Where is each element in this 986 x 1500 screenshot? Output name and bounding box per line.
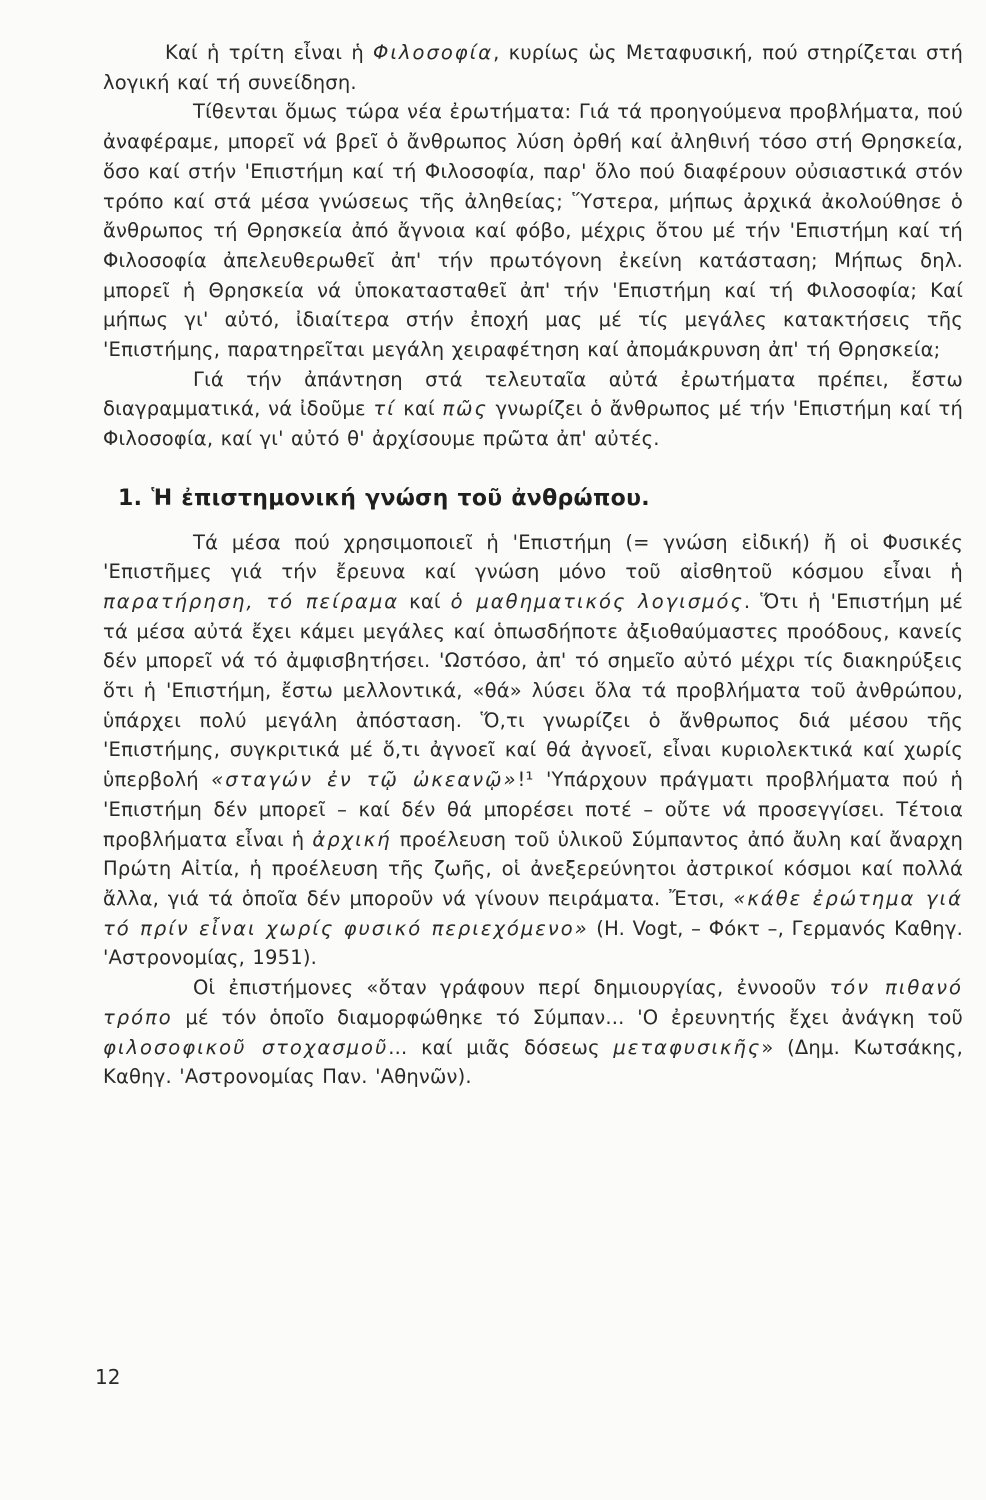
paragraph-3-text-1: Γιά τήν ἀπάντηση στά τελευταῖα αὐτά ἐρωτήματα πρέπει, ἔστω διαγραμματικά, νά ἰδοῦμε bbox=[103, 367, 963, 421]
paragraph-3-emphasis-1: τί bbox=[373, 397, 396, 421]
paragraph-4-emphasis-1: παρατήρηση, τό πείραμα bbox=[103, 589, 400, 613]
paragraph-1-emphasis-1: Φιλοσοφία bbox=[373, 41, 494, 64]
paragraph-5-emphasis-2: φιλοσοφικοῦ στοχασμοῦ bbox=[103, 1035, 389, 1059]
paragraph-4-text-6: (H. Vogt, – Φόκτ –, Γερμανός Καθηγ. 'Αστρονομίας, 1951). bbox=[103, 916, 963, 970]
paragraph-5-emphasis-3: μεταφυσικῆς bbox=[613, 1035, 762, 1059]
paragraph-4-emphasis-3: «σταγών ἐν τῷ ὠκεανῷ» bbox=[211, 768, 518, 792]
paragraph-3-text-3: γνωρίζει ὁ ἄνθρωπος μέ τήν 'Επιστήμη καί τή Φιλοσοφία, καί γι' αὐτό θ' ἀρχίσουμε πρῶτα ἀπ' αὐτές. bbox=[103, 397, 963, 451]
paragraph-4-emphasis-2: ὁ μαθηματικός λογισμός bbox=[450, 589, 744, 613]
page-body bbox=[103, 38, 963, 1092]
paragraph-5-text-4: » (Δημ. Κωτσάκης, Καθηγ. 'Αστρονομίας Παν. 'Αθηνῶν). bbox=[103, 1035, 963, 1089]
page-number: 12 bbox=[95, 1365, 121, 1389]
paragraph-2-text-1: Τίθενται ὅμως τώρα νέα ἐρωτήματα: Γιά τά προηγούμενα προβλήματα, πού ἀναφέραμε, μπορεῖ νά βρεῖ ὁ ἄνθρωπος λύση ὀρθή καί ἀληθινή τόσο στή Θρησκεία, ὅσο καί στήν 'Επιστήμη καί τή Φιλοσοφία, παρ' ὅλο πού διαφέρουν οὐσιαστικά στόν τρόπο καί στά μέσα γνώσεως τῆς ἀληθείας; Ὕστερα, μήπως ἀρχικά ἀκολούθησε ὁ ἄνθρωπος τή Θρησκεία ἀπό ἄγνοια καί φόβο, μέχρις ὅτου μέ τήν 'Επιστήμη καί τή Φιλοσοφία ἀπελευθερωθεῖ ἀπ' τήν πρωτόγονη ἐκείνη κατάσταση; Μήπως δηλ. μπορεῖ ἡ Θρησκεία νά ὑποκατασταθεῖ ἀπ' τήν 'Επιστήμη καί τή Φιλοσοφία; Καί μήπως γι' αὐτό, ἰδιαίτερα στήν ἐποχή μας μέ τίς μεγάλες κατακτήσεις τῆς 'Επιστήμης, παρατηρεῖται μεγάλη χειραφέτηση καί ἀπομάκρυνση ἀπ' τή Θρησκεία; bbox=[103, 100, 963, 362]
paragraph-3 bbox=[103, 365, 963, 454]
paragraph-4-emphasis-5: «κάθε ἐρώτημα γιά τό πρίν εἶναι χωρίς φυσικό περιεχόμενο» bbox=[103, 886, 963, 940]
paragraph-1-text-2: , κυρίως ὡς Μεταφυσική, πού στηρίζεται στή λογική καί τή συνείδηση. bbox=[103, 41, 964, 94]
paragraph-4-text-1: Τά μέσα πού χρησιμοποιεῖ ἡ 'Επιστήμη (= γνώση εἰδική) ἤ οἱ Φυσικές 'Επιστῆμες γιά τήν ἔρευνα καί γνώση μόνο τοῦ αἰσθητοῦ κόσμου εἶναι ἡ bbox=[103, 530, 963, 584]
paragraph-1-text-1: Καί ἡ τρίτη εἶναι ἡ bbox=[165, 41, 374, 64]
paragraph-3-text-2: καί bbox=[395, 397, 443, 421]
paragraph-1 bbox=[103, 38, 963, 97]
paragraph-4-emphasis-4: ἀρχική bbox=[312, 827, 392, 851]
paragraph-3-emphasis-2: πῶς bbox=[442, 397, 488, 421]
paragraph-4 bbox=[103, 528, 963, 974]
section-heading: 1. Ἡ ἐπιστημονική γνώση τοῦ ἀνθρώπου. bbox=[118, 485, 650, 511]
paragraph-4-text-2: καί bbox=[399, 589, 451, 613]
paragraph-5 bbox=[103, 973, 963, 1092]
paragraph-4-text-5: προέλευση τοῦ ὑλικοῦ Σύμπαντος ἀπό ἄυλη καί ἄναρχη Πρώτη Αἰτία, ἡ προέλευση τῆς ζωῆς, οἱ ἀνεξερεύνητοι ἀστρικοί κόσμοι καί πολλά ἄλλα, γιά τά ὁποῖα δέν μποροῦν νά γίνουν πειράματα. Ἔτσι, bbox=[103, 827, 963, 910]
paragraph-5-text-3: ... καί μιᾶς δόσεως bbox=[388, 1035, 614, 1059]
paragraph-2 bbox=[103, 97, 963, 364]
paragraph-4-text-4: !¹ 'Υπάρχουν πράγματι προβλήματα πού ἡ 'Επιστήμη δέν μπορεῖ – καί δέν θά μπορέσει ποτέ – οὔτε νά προσεγγίσει. Τέτοια προβλήματα εἶναι ἡ bbox=[103, 768, 964, 851]
paragraph-5-text-1: Οἱ ἐπιστήμονες «ὅταν γράφουν περί δημιουργίας, ἐννοοῦν bbox=[193, 976, 830, 1000]
paragraph-4-text-3: . Ὅτι ἡ 'Επιστήμη μέ τά μέσα αὐτά ἔχει κάμει μεγάλες καί ὁπωσδήποτε ἀξιοθαύμαστες προόδους, κανείς δέν μπορεῖ νά τό ἀμφισβητήσει. 'Ωστόσο, ἀπ' τό σημεῖο αὐτό μέχρι τίς διακηρύξεις ὅτι ἡ 'Επιστήμη, ἔστω μελλοντικά, «θά» λύσει ὅλα τά προβλήματα τοῦ ἀνθρώπου, ὑπάρχει πολύ μεγάλη ἀπόσταση. Ὅ,τι γνωρίζει ὁ ἄνθρωπος διά μέσου τῆς 'Επιστήμης, συγκριτικά μέ ὅ,τι ἀγνοεῖ καί θά ἀγνοεῖ, εἶναι κυριολεκτικά καί χωρίς ὑπερβολή bbox=[103, 589, 964, 792]
paragraph-5-emphasis-1: τόν πιθανό τρόπο bbox=[103, 976, 963, 1029]
paragraph-5-text-2: μέ τόν ὁποῖο διαμορφώθηκε τό Σύμπαν... 'Ο ἐρευνητής ἔχει ἀνάγκη τοῦ bbox=[172, 1005, 963, 1029]
